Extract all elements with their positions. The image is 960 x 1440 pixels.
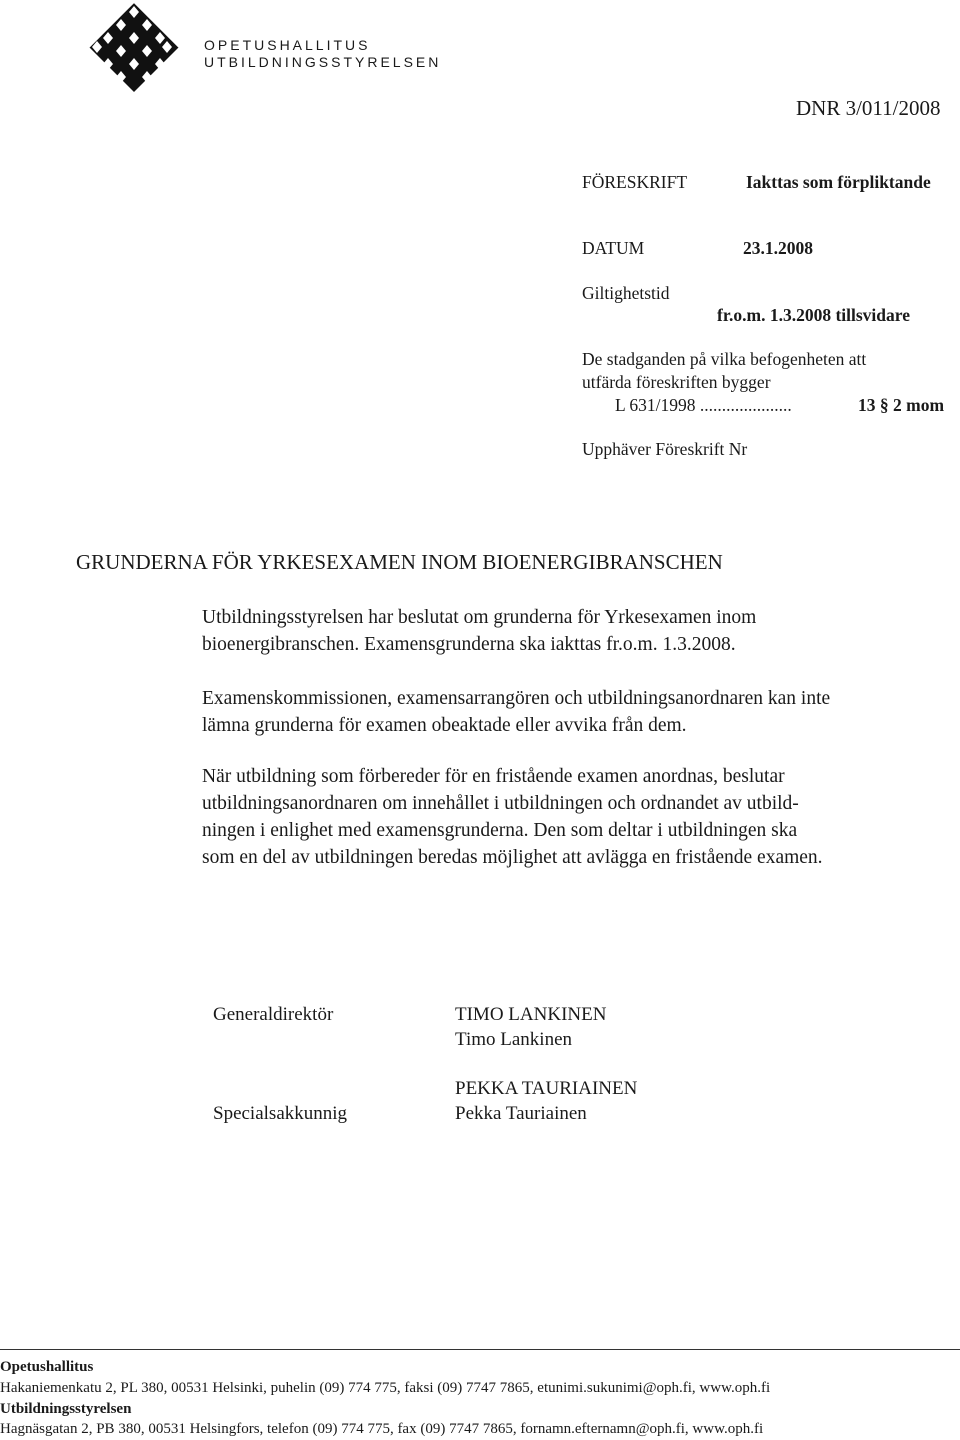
signer-role-specialist: Specialsakkunnig bbox=[213, 1103, 348, 1124]
paragraph-commission bbox=[202, 685, 950, 739]
signer-role-director: Generaldirektör bbox=[213, 1004, 334, 1025]
footer-address-sv: Hagnäsgatan 2, PB 380, 00531 Helsingfors, telefon (09) 774 775, fax (09) 7747 7865, fornamn.efternamn@oph.fi, www.oph.fi bbox=[0, 1421, 764, 1437]
giltighetstid-label: Giltighetstid bbox=[582, 283, 670, 303]
paragraph-line: som en del av utbildningen beredas möjlighet att avlägga en fristående examen. bbox=[202, 847, 823, 868]
signer-name-specialist: Pekka Tauriainen bbox=[455, 1103, 587, 1124]
paragraph-line: lämna grunderna för examen obeaktade eller avvika från dem. bbox=[202, 715, 687, 736]
dnr-number: DNR 3/011/2008 bbox=[796, 96, 941, 120]
oph-logo-icon bbox=[78, 2, 190, 92]
signer-name-caps-specialist: PEKKA TAURIAINEN bbox=[455, 1078, 638, 1099]
footer-divider bbox=[0, 1349, 960, 1350]
stadganden-text-line2: utfärda föreskriften bygger bbox=[582, 372, 771, 392]
signer-name-caps-director: TIMO LANKINEN bbox=[455, 1004, 607, 1025]
datum-label: DATUM bbox=[582, 238, 645, 258]
footer-org-fi: Opetushallitus bbox=[0, 1359, 94, 1375]
document-title: GRUNDERNA FÖR YRKESEXAMEN INOM BIOENERGIBRANSCHEN bbox=[76, 550, 723, 574]
signer-name-director: Timo Lankinen bbox=[455, 1029, 572, 1050]
stadganden-text-line1: De stadganden på vilka befogenheten att bbox=[582, 349, 867, 369]
footer-org-sv: Utbildningsstyrelsen bbox=[0, 1401, 132, 1417]
paragraph-line: utbildningsanordnaren om innehållet i utbildningen och ordnandet av utbild- bbox=[202, 793, 799, 814]
paragraph-line: När utbildning som förbereder för en fristående examen anordnas, beslutar bbox=[202, 766, 785, 787]
law-reference: L 631/1998 ..................... bbox=[615, 395, 792, 415]
org-name-fi: OPETUSHALLITUS bbox=[204, 37, 371, 53]
paragraph-line: bioenergibranschen. Examensgrunderna ska iakttas fr.o.m. 1.3.2008. bbox=[202, 634, 736, 655]
law-section: 13 § 2 mom bbox=[858, 395, 945, 415]
paragraph-line: Examenskommissionen, examensarrangören och utbildningsanordnaren kan inte bbox=[202, 688, 831, 709]
paragraph-line: Utbildningsstyrelsen har beslutat om grunderna för Yrkesexamen inom bbox=[202, 607, 757, 628]
paragraph-decision bbox=[202, 604, 950, 658]
paragraph-line: ningen i enlighet med examensgrunderna. Den som deltar i utbildningen ska bbox=[202, 820, 798, 841]
foreskrift-label: FÖRESKRIFT bbox=[582, 172, 688, 192]
foreskrift-value: Iakttas som förpliktande bbox=[746, 172, 931, 192]
datum-value: 23.1.2008 bbox=[743, 238, 813, 258]
upphaver-label: Upphäver Föreskrift Nr bbox=[582, 439, 748, 459]
footer-address-fi: Hakaniemenkatu 2, PL 380, 00531 Helsinki, puhelin (09) 774 775, faksi (09) 7747 7865, etunimi.sukunimi@oph.fi, www.oph.fi bbox=[0, 1380, 771, 1396]
giltighetstid-value: fr.o.m. 1.3.2008 tillsvidare bbox=[717, 305, 910, 325]
org-name-sv: UTBILDNINGSSTYRELSEN bbox=[204, 54, 442, 70]
paragraph-education bbox=[202, 763, 950, 871]
